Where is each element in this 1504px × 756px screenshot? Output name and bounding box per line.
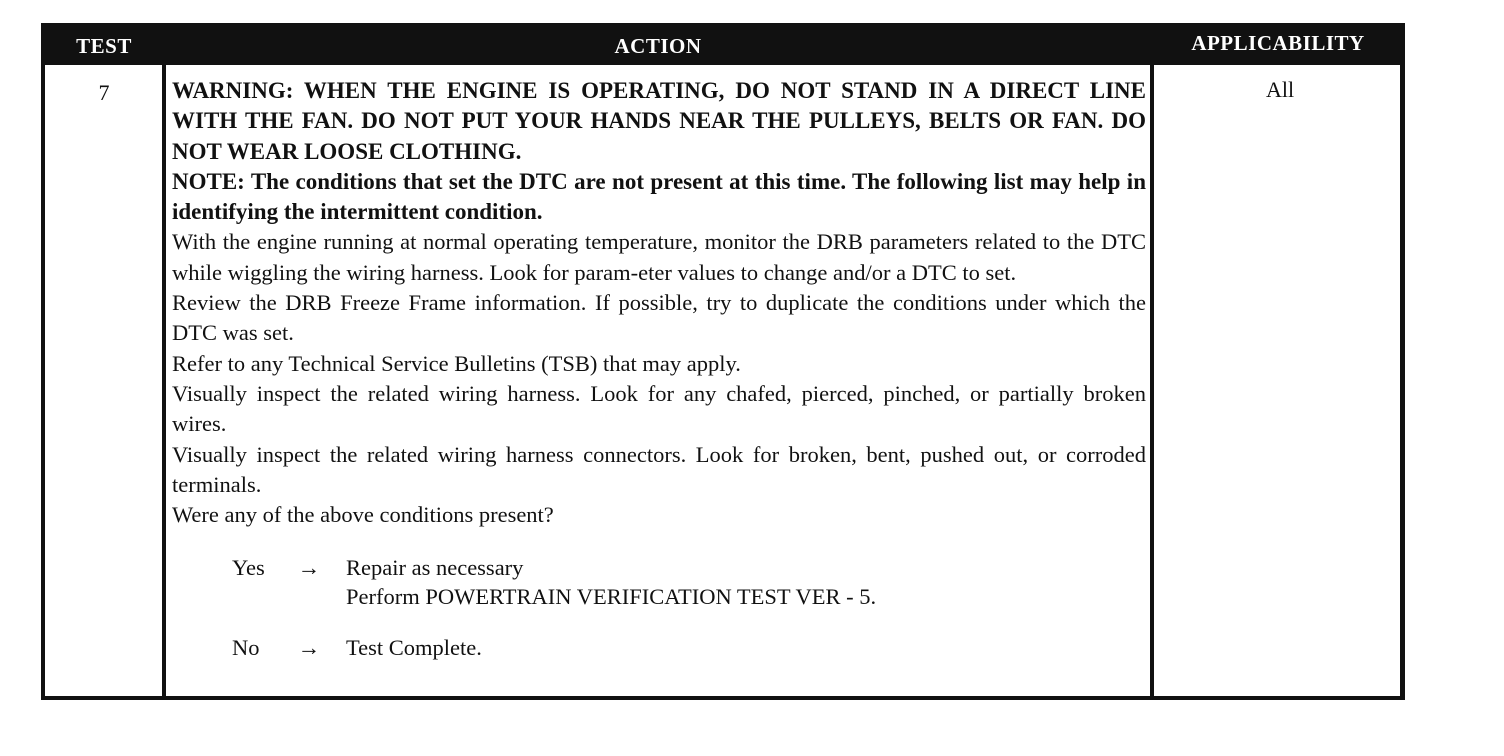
note-text: NOTE: The conditions that set the DTC are not present at this time. The following list may help in identifying the intermittent condition. [172,168,1146,225]
answer-yes-action-2: Perform POWERTRAIN VERIFICATION TEST VER - 5. [346,584,877,609]
question-text: Were any of the above conditions present? [172,502,554,528]
table-header [45,27,1400,65]
instruction-paragraph: Refer to any Technical Service Bulletins (TSB) that may apply. [172,350,741,376]
column-divider-test [162,65,166,696]
arrow-right-icon: → [297,635,321,660]
test-number: 7 [98,80,110,105]
instruction-paragraph: Visually inspect the related wiring harness. Look for any chafed, pierced, pinched, or partially broken wires. [172,380,1146,437]
answer-no-label: No [232,635,260,660]
header-test: TEST [76,34,132,58]
header-applicability: APPLICABILITY [1191,31,1365,55]
column-divider-applicability [1150,65,1154,696]
instruction-paragraph: Visually inspect the related wiring harness connectors. Look for broken, bent, pushed out, or corroded terminals. [172,441,1146,497]
applicability-value: All [1265,77,1295,102]
answer-yes-label: Yes [232,555,265,580]
arrow-right-icon: → [297,555,321,580]
header-action: ACTION [614,34,702,58]
answer-no-action: Test Complete. [346,635,482,660]
warning-text: WARNING: WHEN THE ENGINE IS OPERATING, DO NOT STAND IN A DIRECT LINE WITH THE FAN. DO NOT PUT YOUR HANDS NEAR THE PULLEYS, BELTS OR FAN. DO NOT WEAR LOOSE CLOTHING. [172,78,1146,164]
instruction-paragraph: Review the DRB Freeze Frame information. If possible, try to duplicate the conditions under which the DTC was set. [172,290,1146,346]
action-cell [172,76,1146,530]
instruction-paragraph: With the engine running at normal operating temperature, monitor the DRB parameters related to the DTC while wiggling the wiring harness. Look for param-eter values to change and/or a DTC to set. [172,229,1146,285]
answer-yes-action-1: Repair as necessary [346,555,524,580]
